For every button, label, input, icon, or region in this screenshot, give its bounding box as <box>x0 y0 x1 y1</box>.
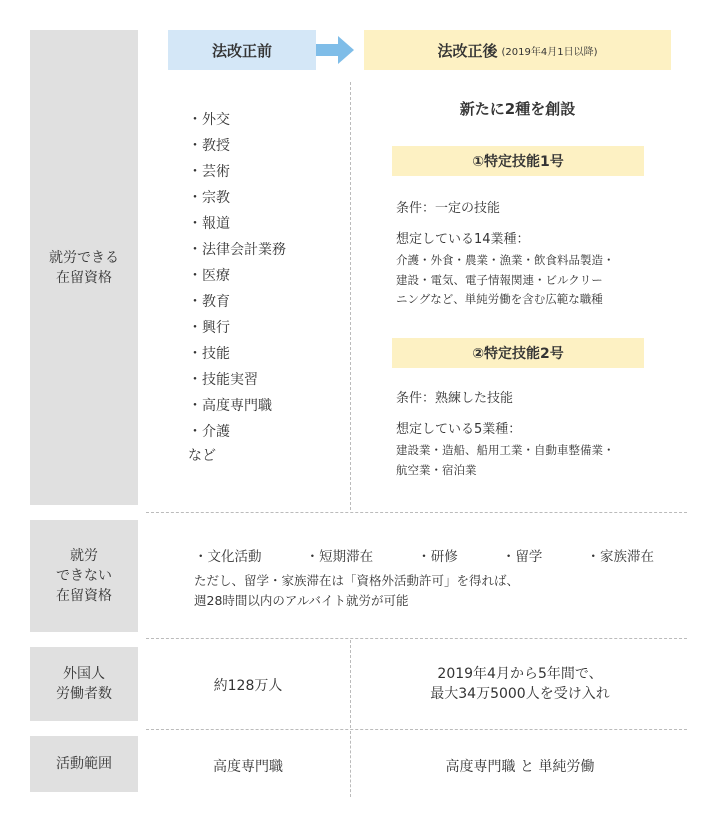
list-item: ・興行 <box>188 320 230 336</box>
list-item: ・報道 <box>188 216 230 232</box>
row-label-can-work: 就労できる 在留資格 <box>30 30 138 505</box>
column-divider <box>350 640 351 728</box>
before-reform-header <box>168 30 316 70</box>
list-item: ・文化活動 <box>194 549 262 565</box>
non-work-note: ただし、留学・家族滞在は「資格外活動許可」を得れば、 週28時間以内のアルバイト就労が可能 <box>194 573 520 608</box>
row-divider <box>146 638 687 639</box>
row-label-cannot-work: 就労 できない 在留資格 <box>30 520 138 632</box>
after-reform-label: 法改正後 <box>437 41 498 60</box>
row-label-workers: 外国人 労働者数 <box>30 647 138 721</box>
after-reform-header <box>364 30 671 70</box>
specified-skill-1-industries: 介護・外食・農業・漁業・飲食料品製造・ 建設・電気、電子情報関連・ビルクリー ニングなど、単純労働を含む広範な職種 <box>396 253 615 306</box>
before-visa-list <box>188 110 286 472</box>
list-item: ・医療 <box>188 268 230 284</box>
specified-skill-1-condition: 条件：一定の技能 <box>396 201 501 216</box>
list-item: ・芸術 <box>188 164 230 180</box>
list-item: ・法律会計業務 <box>188 242 286 258</box>
specified-skill-1-title: ①特定技能1号 <box>392 146 644 176</box>
non-work-visa-list <box>194 545 654 565</box>
row-divider <box>146 512 687 513</box>
scope-after: 高度専門職 と 単純労働 <box>445 759 595 775</box>
after-reform-date-note: (2019年4月1日以降) <box>501 46 598 58</box>
row-divider <box>146 729 687 730</box>
list-item: ・宗教 <box>188 190 230 206</box>
row-label-scope: 活動範囲 <box>30 736 138 792</box>
workers-before: 約128万人 <box>213 678 283 694</box>
list-item: ・外交 <box>188 112 230 128</box>
specified-skill-2-condition: 条件：熟練した技能 <box>396 391 514 406</box>
list-item: ・短期滞在 <box>305 549 374 565</box>
list-item: ・研修 <box>417 549 458 565</box>
list-item-etc: など <box>188 448 216 464</box>
list-item: ・教育 <box>188 294 230 310</box>
workers-after: 2019年4月から5年間で、 最大34万5000人を受け入れ <box>430 666 610 702</box>
specified-skill-2-industries: 建設業・造船、船用工業・自動車整備業・ 航空業・宿泊業 <box>396 443 615 477</box>
specified-skill-2-title: ②特定技能2号 <box>392 338 644 368</box>
list-item: ・介護 <box>188 424 230 440</box>
specified-skill-2-industries-heading: 想定している5業種： <box>396 422 522 437</box>
column-divider <box>350 731 351 797</box>
list-item: ・留学 <box>501 549 543 565</box>
before-reform-label: 法改正前 <box>211 41 272 60</box>
specified-skill-1-industries-heading: 想定している14業種： <box>396 232 530 247</box>
list-item: ・高度専門職 <box>188 398 272 414</box>
column-divider <box>350 82 351 510</box>
right-arrow-icon <box>316 36 354 64</box>
scope-before: 高度専門職 <box>213 759 283 775</box>
list-item: ・教授 <box>188 138 230 154</box>
list-item: ・技能実習 <box>188 372 258 388</box>
new-categories-title: 新たに2種を創設 <box>459 100 576 118</box>
list-item: ・技能 <box>188 346 230 362</box>
list-item: ・家族滞在 <box>586 549 654 565</box>
